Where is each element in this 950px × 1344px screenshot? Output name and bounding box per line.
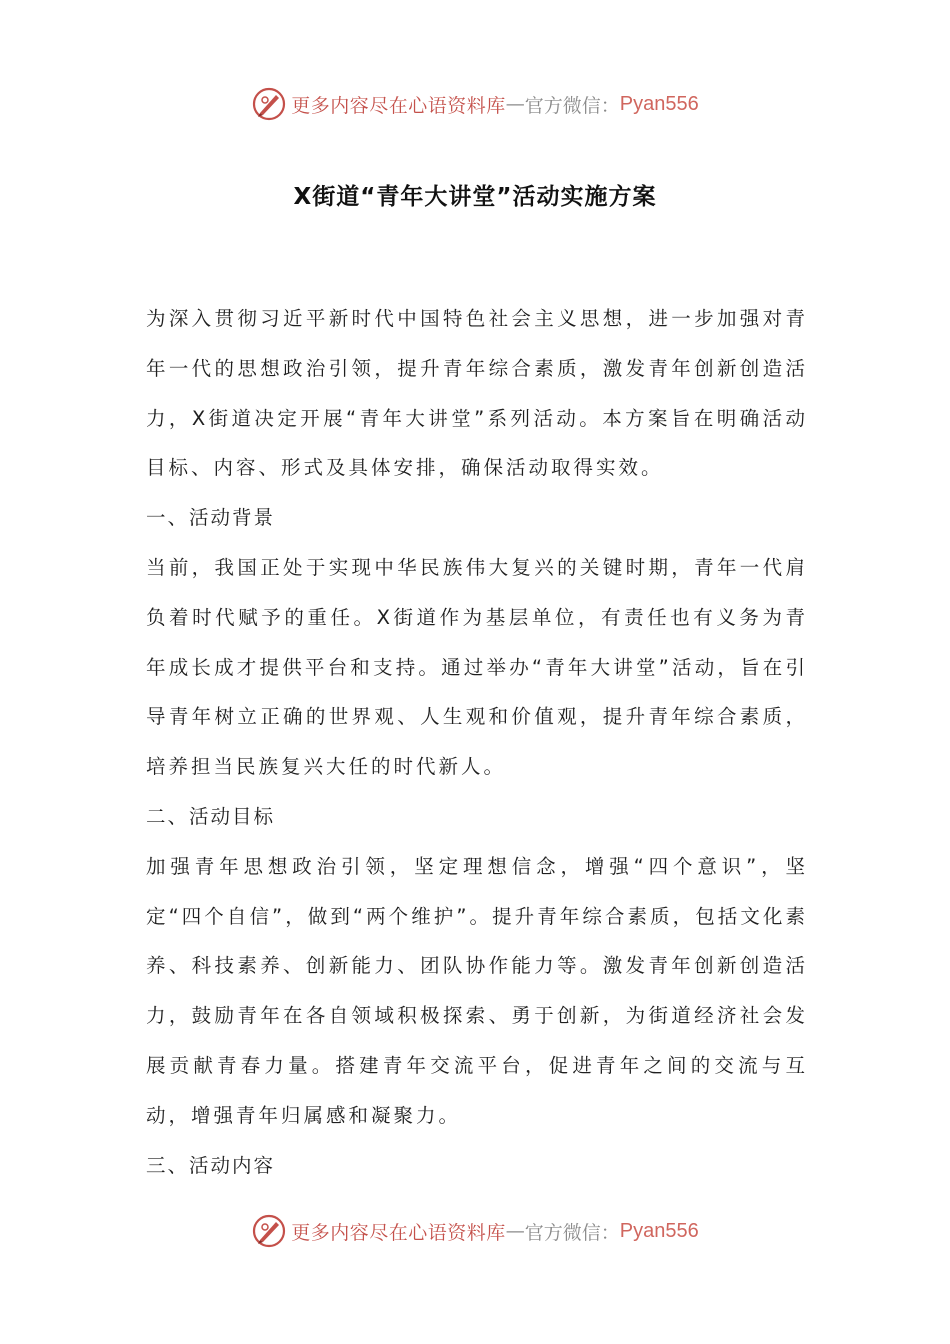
banner-dash: — <box>505 1220 525 1242</box>
pen-circle-icon <box>251 1213 287 1249</box>
header-watermark-banner <box>0 84 950 124</box>
banner-wechat-label: 官方微信： <box>524 94 620 117</box>
document-title: X街道“青年大讲堂”活动实施方案 <box>293 184 657 210</box>
document-body <box>146 294 808 1190</box>
banner-wechat-id: Pyan556 <box>619 92 699 115</box>
banner-wechat-label: 官方微信： <box>524 1221 620 1244</box>
footer-watermark-banner <box>0 1211 950 1251</box>
section-heading-goals: 二、活动目标 <box>146 804 276 828</box>
pen-circle-icon <box>251 86 287 122</box>
banner-dash: — <box>505 93 525 115</box>
banner-site-text: 更多内容尽在心语资料库 <box>291 1221 506 1244</box>
section-heading-content: 三、活动内容 <box>146 1153 276 1177</box>
background-paragraph: 当前，我国正处于实现中华民族伟大复兴的关键时期，青年一代肩负着时代赋予的重任。X街道作为基层单位，有责任也有义务为青年成长成才提供平台和支持。通过举办“青年大讲堂”活动，旨在引导青年树立正确的世界观、人生观和价值观，提升青年综合素质，培养担当民族复兴大任的时代新人。 <box>146 555 808 779</box>
intro-paragraph: 为深入贯彻习近平新时代中国特色社会主义思想，进一步加强对青年一代的思想政治引领，提升青年综合素质，激发青年创新创造活力，X街道决定开展“青年大讲堂”系列活动。本方案旨在明确活动目标、内容、形式及具体安排，确保活动取得实效。 <box>146 307 808 480</box>
banner-site-text: 更多内容尽在心语资料库 <box>291 94 506 117</box>
banner-wechat-id: Pyan556 <box>619 1219 699 1242</box>
goals-paragraph: 加强青年思想政治引领，坚定理想信念，增强“四个意识”，坚定“四个自信”，做到“两个维护”。提升青年综合素质，包括文化素养、科技素养、创新能力、团队协作能力等。激发青年创新创造活力，鼓励青年在各自领域积极探索、勇于创新，为街道经济社会发展贡献青春力量。搭建青年交流平台，促进青年之间的交流与互动，增强青年归属感和凝聚力。 <box>146 854 808 1127</box>
section-heading-background: 一、活动背景 <box>146 506 276 530</box>
